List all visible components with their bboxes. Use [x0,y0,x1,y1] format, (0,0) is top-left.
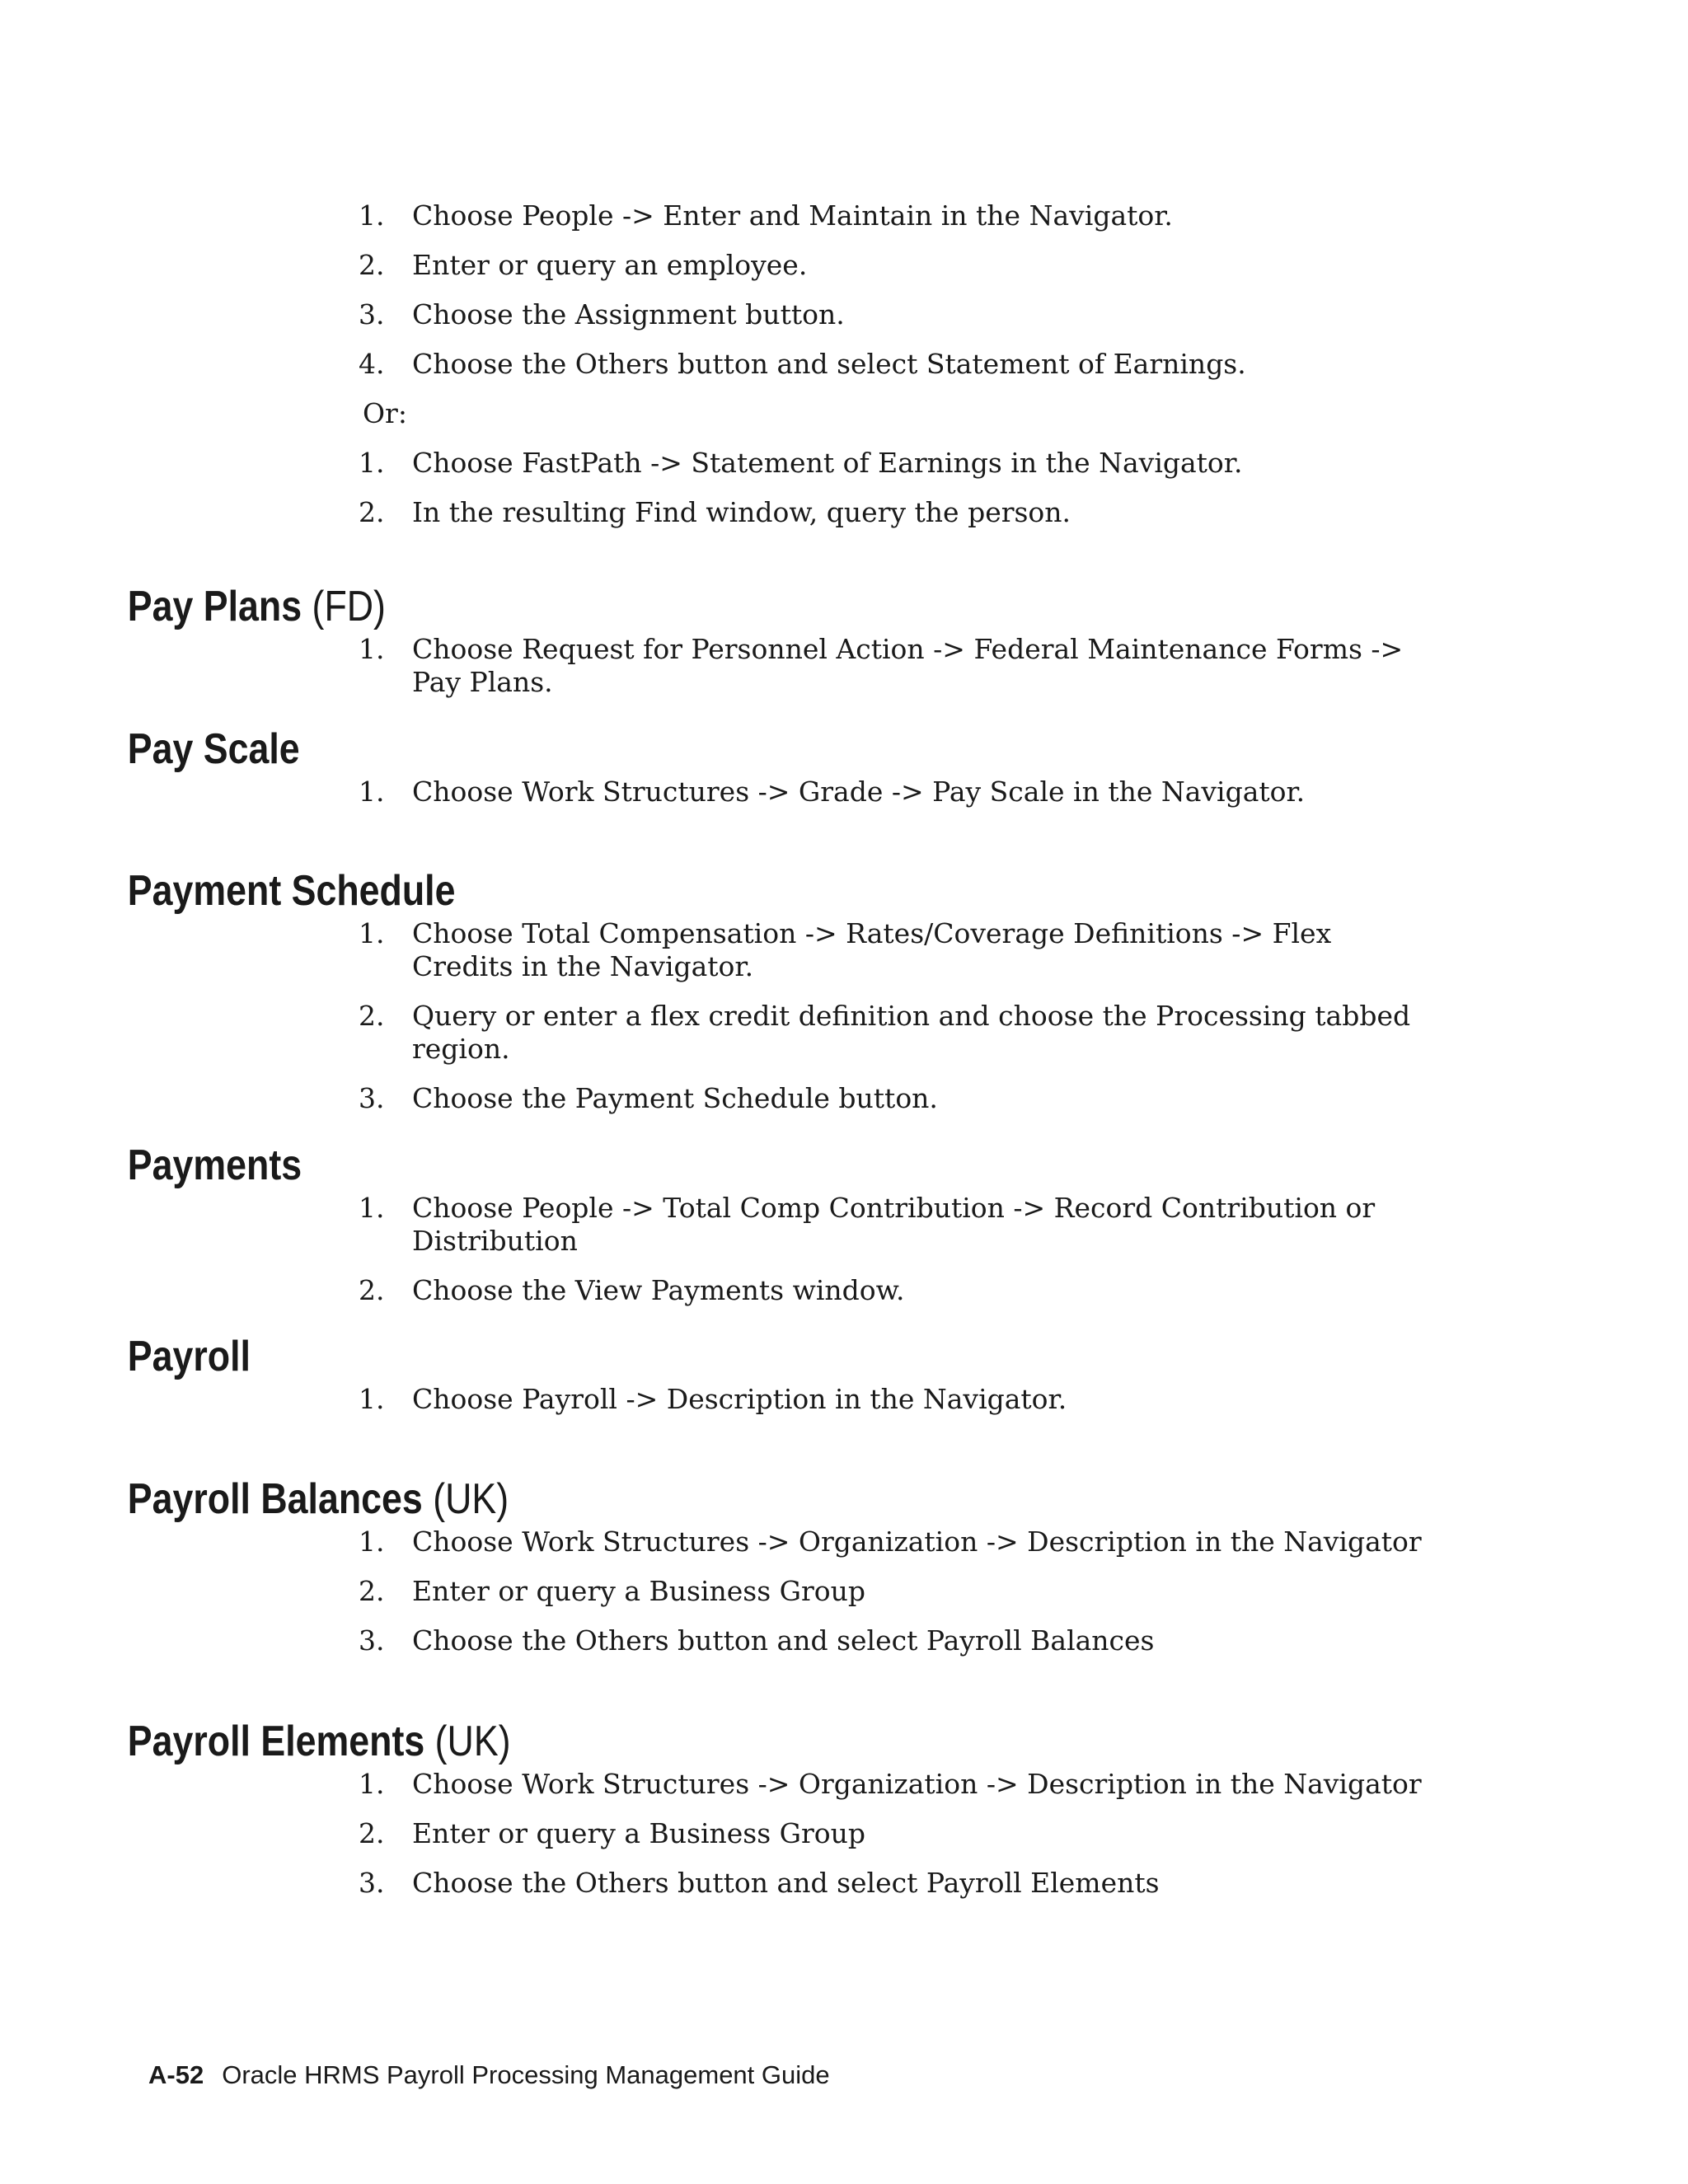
step-text: Choose the Others button and select Payroll Elements [412,1867,1160,1899]
list-item [0,1768,1434,1801]
list-item [0,1274,1434,1307]
step-number: 2. [359,496,385,528]
list-item [0,298,1434,331]
step-number: 4. [359,348,385,380]
list-item [0,199,1434,232]
section-title: Payment Schedule [127,867,456,915]
step-number: 2. [359,1000,385,1032]
section-payments [0,1141,1688,1324]
step-number: 1. [359,917,385,949]
step-text: Choose the View Payments window. [412,1274,905,1306]
section-steps [0,1192,1688,1307]
step-number: 3. [359,298,385,330]
section-title: Pay Plans [127,583,302,630]
section-pay-scale [0,724,1688,825]
section-payroll [0,1332,1688,1432]
list-item [0,1383,1434,1416]
list-item [0,917,1434,983]
section-suffix: (UK) [434,1718,511,1765]
section-payment-schedule [0,866,1688,1132]
section-steps [0,1526,1688,1657]
section-pay-plans [0,582,1688,715]
step-number: 1. [359,1768,385,1800]
page-number: A-52 [148,2060,204,2089]
section-payroll-elements [0,1717,1688,1916]
step-text: Enter or query a Business Group [412,1575,866,1607]
step-text: Choose People -> Total Comp Contribution -> Record Contribution or Distribution [412,1192,1376,1257]
list-item [0,1624,1434,1657]
step-number: 1. [359,633,385,665]
step-text: Enter or query an employee. [412,249,808,281]
section-heading [0,866,1451,916]
list-item [0,1867,1434,1900]
step-number: 1. [359,1192,385,1224]
section-steps [0,1383,1688,1416]
step-text: Choose Request for Personnel Action -> Federal Maintenance Forms -> Pay Plans. [412,633,1404,698]
step-text: Choose the Others button and select Statement of Earnings. [412,348,1246,380]
intro-steps-b [0,447,1688,529]
step-text: Choose FastPath -> Statement of Earnings in the Navigator. [412,447,1243,479]
section-title: Payroll Balances [127,1475,423,1523]
step-text: Choose Work Structures -> Grade -> Pay Scale in the Navigator. [412,776,1306,808]
section-title: Payments [127,1141,302,1189]
or-label: Or: [363,397,407,429]
step-text: Choose the Assignment button. [412,298,845,330]
section-suffix: (UK) [433,1475,509,1523]
step-text: Choose Work Structures -> Organization -> Description in the Navigator [412,1768,1422,1800]
section-heading [0,1474,1451,1524]
step-number: 3. [359,1867,385,1899]
step-text: Choose the Payment Schedule button. [412,1082,938,1114]
list-item [0,776,1434,808]
step-text: Choose the Others button and select Payroll Balances [412,1624,1155,1657]
list-item [0,447,1434,480]
step-number: 1. [359,1383,385,1415]
section-heading [0,724,1451,774]
section-title: Payroll Elements [127,1718,425,1765]
step-number: 2. [359,1817,385,1849]
step-text: Choose Work Structures -> Organization -> Description in the Navigator [412,1526,1422,1558]
step-text: Choose People -> Enter and Maintain in the Navigator. [412,199,1173,232]
step-number: 2. [359,249,385,281]
section-steps [0,776,1688,808]
section-steps [0,1768,1688,1900]
step-number: 1. [359,776,385,808]
section-heading [0,582,1451,631]
list-item [0,496,1434,529]
step-text: Choose Total Compensation -> Rates/Coverage Definitions -> Flex Credits in the Navigator. [412,917,1332,982]
list-item [0,1082,1434,1115]
intro-steps-a [0,199,1688,381]
list-item [0,249,1434,282]
section-heading [0,1717,1451,1766]
section-suffix: (FD) [312,583,386,630]
list-item [0,633,1434,699]
section-payroll-balances [0,1474,1688,1674]
list-item [0,348,1434,381]
step-text: In the resulting Find window, query the person. [412,496,1071,528]
list-item [0,1192,1434,1258]
section-steps [0,917,1688,1115]
section-title: Payroll [127,1333,251,1380]
step-number: 2. [359,1575,385,1607]
step-number: 2. [359,1274,385,1306]
section-heading [0,1332,1451,1381]
page-footer [148,2059,830,2092]
guide-title: Oracle HRMS Payroll Processing Management Guide [222,2060,830,2089]
list-item [0,1817,1434,1850]
step-number: 1. [359,447,385,479]
section-steps [0,633,1688,699]
step-number: 3. [359,1624,385,1657]
step-number: 3. [359,1082,385,1114]
section-heading [0,1141,1451,1190]
intro-block [0,199,1688,546]
step-text: Query or enter a flex credit definition and choose the Processing tabbed region. [412,1000,1411,1065]
section-title: Pay Scale [127,725,300,773]
step-number: 1. [359,1526,385,1558]
list-item [0,1575,1434,1608]
list-item [0,1000,1434,1066]
step-text: Choose Payroll -> Description in the Navigator. [412,1383,1067,1415]
list-item [0,1526,1434,1558]
step-number: 1. [359,199,385,232]
step-text: Enter or query a Business Group [412,1817,866,1849]
